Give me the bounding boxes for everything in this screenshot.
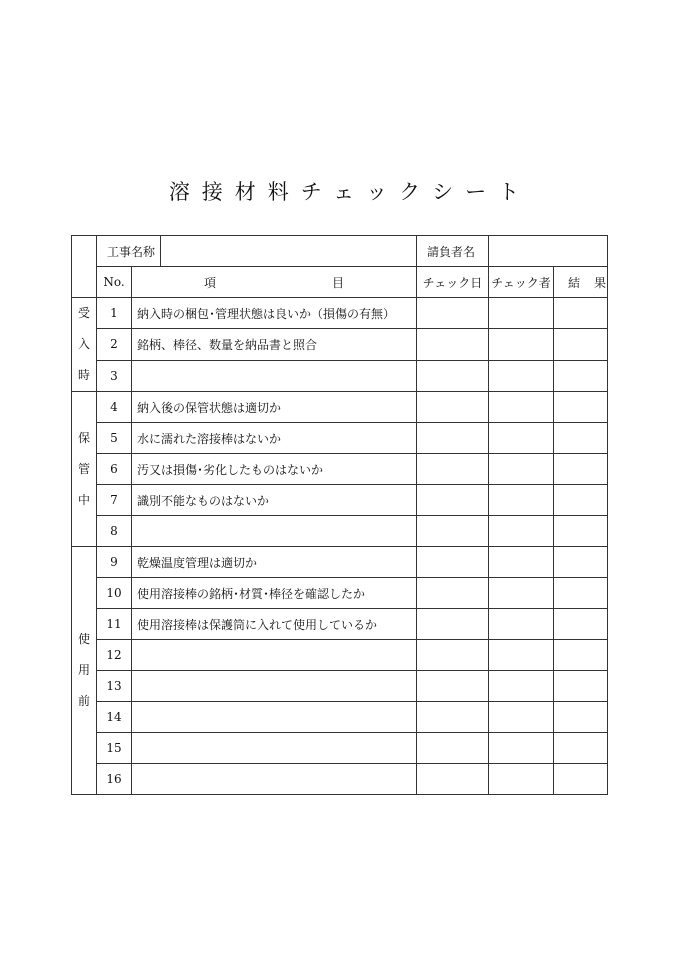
result-cell[interactable] — [554, 671, 608, 702]
check-sheet-table — [71, 235, 621, 795]
table-row — [72, 516, 608, 547]
result-cell[interactable] — [554, 547, 608, 578]
result-cell[interactable] — [554, 516, 608, 547]
row-item: 使用溶接棒の銘柄･材質･棒径を確認したか — [132, 578, 417, 609]
table-row — [72, 454, 608, 485]
table-row — [72, 764, 608, 795]
check-date-cell[interactable] — [417, 702, 489, 733]
table-row — [72, 609, 608, 640]
check-date-cell[interactable] — [417, 609, 489, 640]
row-no: 7 — [97, 485, 132, 516]
row-no: 13 — [97, 671, 132, 702]
checker-cell[interactable] — [489, 764, 554, 795]
document-title: 溶接材料チェックシート — [168, 180, 532, 204]
check-date-cell[interactable] — [417, 764, 489, 795]
checker-cell[interactable] — [489, 423, 554, 454]
check-date-cell[interactable] — [417, 733, 489, 764]
col-header-checker: チェック者 — [489, 267, 554, 298]
row-no: 14 — [97, 702, 132, 733]
checker-cell[interactable] — [489, 454, 554, 485]
check-date-cell[interactable] — [417, 671, 489, 702]
row-item — [132, 764, 417, 795]
table-row — [72, 298, 608, 329]
row-item — [132, 516, 417, 547]
column-header-row — [72, 267, 608, 298]
check-date-cell[interactable] — [417, 392, 489, 423]
table-row — [72, 640, 608, 671]
result-cell[interactable] — [554, 485, 608, 516]
checker-cell[interactable] — [489, 733, 554, 764]
section-label-storage: 保 管 中 — [72, 392, 97, 547]
table-row — [72, 329, 608, 360]
col-header-item-left: 項 — [204, 275, 217, 290]
row-item: 識別不能なものはないか — [132, 485, 417, 516]
row-item — [132, 640, 417, 671]
checker-cell[interactable] — [489, 547, 554, 578]
table-row — [72, 423, 608, 454]
section-label-receiving: 受 入 時 — [72, 298, 97, 392]
row-item — [132, 360, 417, 391]
check-date-cell[interactable] — [417, 360, 489, 391]
result-cell[interactable] — [554, 609, 608, 640]
checker-cell[interactable] — [489, 485, 554, 516]
row-item: 納入後の保管状態は適切か — [132, 392, 417, 423]
table-row — [72, 733, 608, 764]
row-no: 15 — [97, 733, 132, 764]
project-name-label: 工事名称 — [97, 236, 161, 266]
corner-cell — [72, 236, 97, 298]
table-row — [72, 547, 608, 578]
result-cell[interactable] — [554, 360, 608, 391]
checker-cell[interactable] — [489, 392, 554, 423]
row-no: 8 — [97, 516, 132, 547]
checker-cell[interactable] — [489, 516, 554, 547]
col-header-item-right: 目 — [331, 275, 344, 290]
result-cell[interactable] — [554, 329, 608, 360]
result-cell[interactable] — [554, 298, 608, 329]
check-date-cell[interactable] — [417, 547, 489, 578]
row-no: 10 — [97, 578, 132, 609]
table-row — [72, 485, 608, 516]
table-row — [72, 392, 608, 423]
check-date-cell[interactable] — [417, 298, 489, 329]
row-no: 16 — [97, 764, 132, 795]
result-cell[interactable] — [554, 640, 608, 671]
col-header-item — [132, 267, 417, 298]
check-date-cell[interactable] — [417, 516, 489, 547]
checker-cell[interactable] — [489, 609, 554, 640]
row-no: 5 — [97, 423, 132, 454]
checker-cell[interactable] — [489, 671, 554, 702]
row-no: 2 — [97, 329, 132, 360]
project-info-row — [72, 236, 608, 267]
table-row — [72, 671, 608, 702]
checker-cell[interactable] — [489, 329, 554, 360]
checker-cell[interactable] — [489, 578, 554, 609]
result-cell[interactable] — [554, 392, 608, 423]
checker-cell[interactable] — [489, 360, 554, 391]
row-no: 11 — [97, 609, 132, 640]
row-item — [132, 702, 417, 733]
table-row — [72, 702, 608, 733]
check-date-cell[interactable] — [417, 485, 489, 516]
row-no: 9 — [97, 547, 132, 578]
result-cell[interactable] — [554, 702, 608, 733]
checker-cell[interactable] — [489, 298, 554, 329]
row-item — [132, 671, 417, 702]
check-date-cell[interactable] — [417, 578, 489, 609]
contractor-label: 請負者名 — [417, 236, 489, 267]
row-item: 水に濡れた溶接棒はないか — [132, 423, 417, 454]
check-date-cell[interactable] — [417, 329, 489, 360]
result-cell[interactable] — [554, 578, 608, 609]
checker-cell[interactable] — [489, 702, 554, 733]
table-row — [72, 578, 608, 609]
row-no: 12 — [97, 640, 132, 671]
col-header-no: No. — [97, 267, 132, 298]
row-no: 1 — [97, 298, 132, 329]
check-date-cell[interactable] — [417, 640, 489, 671]
row-item: 使用溶接棒は保護筒に入れて使用しているか — [132, 609, 417, 640]
section-label-before-use: 使 用 前 — [72, 547, 97, 795]
col-header-check-date: チェック日 — [417, 267, 489, 298]
check-date-cell[interactable] — [417, 454, 489, 485]
row-item: 乾燥温度管理は適切か — [132, 547, 417, 578]
result-cell[interactable] — [554, 423, 608, 454]
row-item: 汚又は損傷･劣化したものはないか — [132, 454, 417, 485]
row-item — [132, 733, 417, 764]
col-header-result: 結果 — [568, 275, 621, 290]
row-no: 3 — [97, 360, 132, 391]
result-cell[interactable] — [554, 733, 608, 764]
checker-cell[interactable] — [489, 640, 554, 671]
row-item: 銘柄、棒径、数量を納品書と照合 — [132, 329, 417, 360]
row-no: 6 — [97, 454, 132, 485]
row-item: 納入時の梱包･管理状態は良いか（損傷の有無） — [132, 298, 417, 329]
contractor-field[interactable] — [489, 236, 608, 267]
table-row — [72, 360, 608, 391]
check-date-cell[interactable] — [417, 423, 489, 454]
result-cell[interactable] — [554, 454, 608, 485]
project-name-field[interactable] — [161, 236, 416, 266]
result-cell[interactable] — [554, 764, 608, 795]
row-no: 4 — [97, 392, 132, 423]
